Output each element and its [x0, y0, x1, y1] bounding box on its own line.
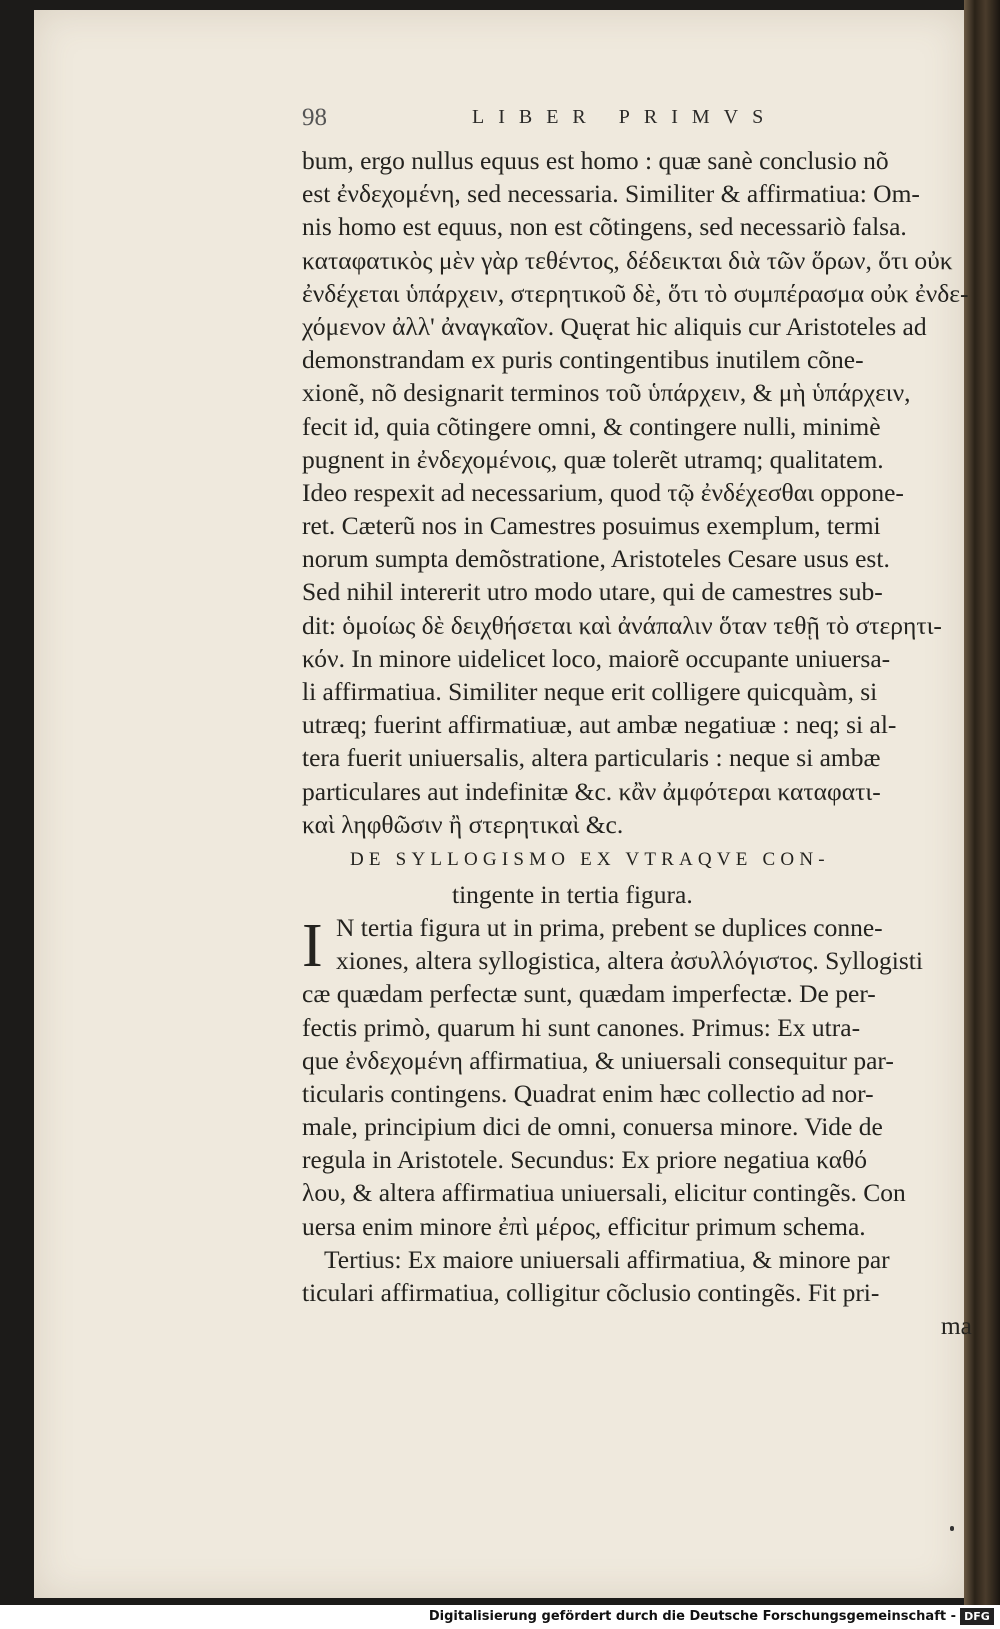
text-line: λου, & altera affirmatiua uniuersali, elicitur contingẽs. Con — [302, 1178, 906, 1208]
section-subheading: tingente in tertia figura. — [452, 879, 693, 909]
text-line: demonstrandam ex puris contingentibus inutilem cõne- — [302, 345, 864, 375]
text-line: bum, ergo nullus equus est homo : quæ sanè conclusio nõ — [302, 146, 889, 175]
text-line: ret. Cæterũ nos in Camestres posuimus exemplum, termi — [302, 511, 881, 541]
text-line: ticulari affirmatiua, colligitur cõclusio contingẽs. Fit pri- — [302, 1278, 880, 1307]
text-line: fectis primò, quarum hi sunt canones. Primus: Ex utra- — [302, 1012, 861, 1042]
text-line: uersa enim minore ἐπὶ μέρος, efficitur primum schema. — [302, 1211, 866, 1241]
text-line: ticularis contingens. Quadrat enim hæc collectio ad nor- — [302, 1078, 874, 1108]
text-line: Sed nihil intererit utro modo utare, qui de camestres sub- — [302, 577, 883, 607]
text-line: dit: ὁμοίως δὲ δειχθήσεται καὶ ἀνάπαλιν ὅταν τεθῇ τὸ στερητι- — [302, 610, 942, 640]
text-line: nis homo est equus, non est cõtingens, sed necessariò falsa. — [302, 212, 907, 242]
text-line: est ἐνδεχομένη, sed necessaria. Similiter & affirmatiua: Om- — [302, 179, 920, 209]
running-title: LIBER PRIMVS — [472, 106, 778, 128]
paragraph-text: N tertia figura ut in prima, prebent se duplices conne- — [336, 912, 883, 942]
page-number: 98 — [302, 104, 327, 131]
catchword: ma — [940, 1311, 972, 1341]
text-line: particulares aut indefinitæ &c. κἂν ἀμφότεραι καταφατι- — [302, 776, 881, 806]
text-line: fecit id, quia cõtingere omni, & contingere nulli, minimè — [302, 411, 881, 441]
text-line: tera fuerit uniuersalis, altera particularis : neque si ambæ — [302, 743, 881, 773]
text-line: xiones, altera syllogistica, altera ἀσυλλόγιστος. Syllogisti — [336, 946, 923, 976]
text-line: χόμενον ἀλλ' ἀναγκαῖον. Quęrat hic aliquis cur Aristoteles ad — [302, 311, 927, 341]
funding-credit: Digitalisierung gefördert durch die Deutsche Forschungsgemeinschaft - — [428, 1609, 956, 1624]
text-line: male, principium dici de omni, conuersa minore. Vide de — [302, 1112, 883, 1142]
text-line: κόν. In minore uidelicet loco, maiorẽ occupante uniuersa- — [302, 643, 891, 673]
text-line: utræq; fuerint affirmatiuæ, aut ambæ negatiuæ : neq; si al- — [302, 710, 897, 740]
text-line: Tertius: Ex maiore uniuersali affirmatiua, & minore par — [324, 1244, 890, 1274]
main-text — [302, 144, 974, 1342]
text-line: καὶ ληφθῶσιν ἢ στερητικαὶ &c. — [302, 809, 624, 839]
text-line: cæ quædam perfectæ sunt, quædam imperfectæ. De per- — [302, 979, 876, 1009]
text-line: pugnent in ἐνδεχομένοις, quæ tolerẽt utramq; qualitatem. — [302, 444, 884, 474]
text-line: regula in Aristotele. Secundus: Ex priore negatiua καθό — [302, 1145, 868, 1175]
section-heading: DE SYLLOGISMO EX VTRAQVE CON- — [350, 848, 830, 870]
drop-cap: I — [302, 911, 323, 980]
page-header — [302, 104, 942, 134]
text-line: καταφατικὸς μὲν γὰρ τεθέντος, δέδεικται διὰ τῶν ὅρων, ὅτι οὐκ — [302, 245, 953, 275]
text-line: ἐνδέχεται ὑπάρχειν, στερητικοῦ δὲ, ὅτι τὸ συμπέρασμα οὐκ ἐνδε- — [302, 278, 969, 308]
dfg-logo: DFG — [960, 1608, 994, 1625]
text-line: Ideo respexit ad necessarium, quod τῷ ἐνδέχεσθαι oppone- — [302, 477, 904, 507]
ink-speck — [950, 1526, 954, 1531]
text-line: norum sumpta demõstratione, Aristoteles Cesare usus est. — [302, 544, 890, 574]
footer-bar — [0, 1605, 1000, 1629]
text-line: xionẽ, nõ designarit terminos τοῦ ὑπάρχειν, & μὴ ὑπάρχειν, — [302, 378, 911, 408]
text-line: que ἐνδεχομένη affirmatiua, & uniuersali consequitur par- — [302, 1045, 894, 1075]
text-line: li affirmatiua. Similiter neque erit colligere quicquàm, si — [302, 677, 878, 706]
